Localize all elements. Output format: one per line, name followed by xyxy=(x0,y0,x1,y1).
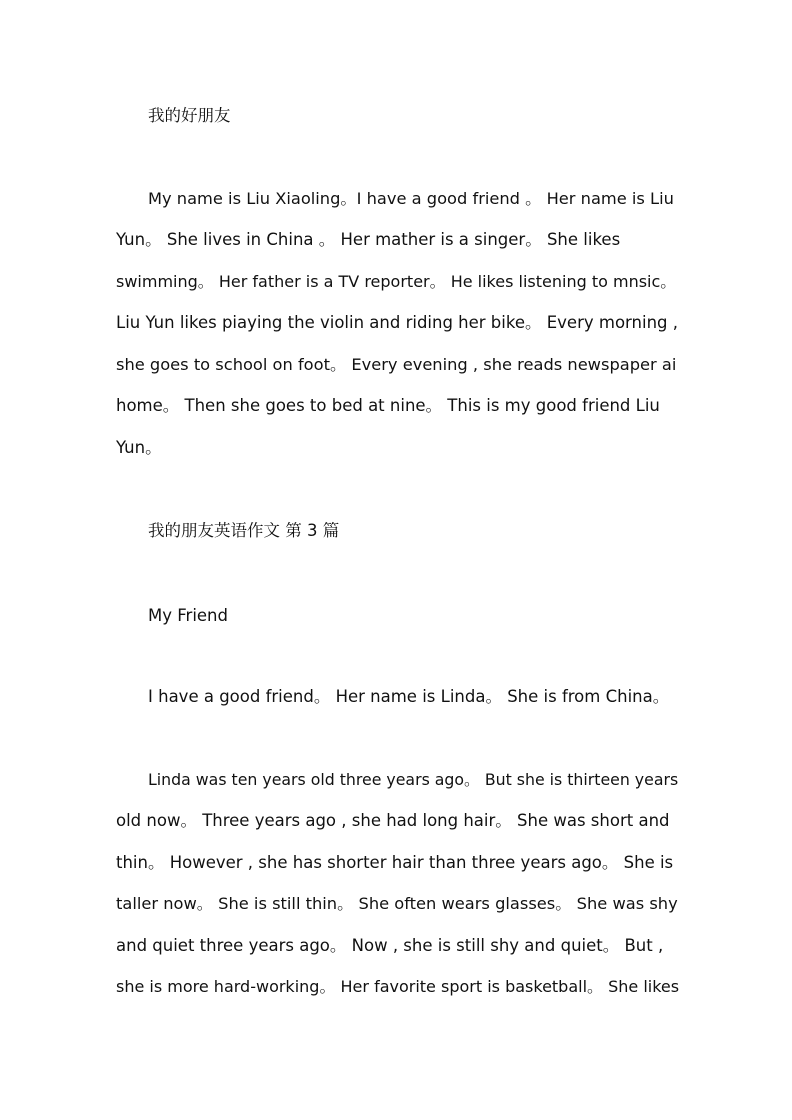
paragraph1-line: Yun。 She lives in China 。 Her mather is a singer。 She likes xyxy=(116,230,621,249)
paragraph3-line: old now。 Three years ago , she had long hair。 She was short and xyxy=(116,811,670,830)
paragraph3-line: and quiet three years ago。 Now , she is still shy and quiet。 But , xyxy=(116,936,664,955)
paragraph1-line: Liu Yun likes piaying the violin and riding her bike。 Every morning , xyxy=(116,313,678,332)
paragraph3-line: she is more hard-working。 Her favorite sport is basketball。 She likes xyxy=(116,977,680,996)
paragraph1-line: swimming。 Her father is a TV reporter。 He likes listening to mnsic。 xyxy=(116,272,677,291)
paragraph1-line: My name is Liu Xiaoling。I have a good friend 。 Her name is Liu xyxy=(148,189,674,208)
paragraph3-line: Linda was ten years old three years ago。 But she is thirteen years xyxy=(148,770,679,789)
heading-essay-part-3: 我的朋友英语作文 第 3 篇 xyxy=(148,521,340,540)
paragraph1-line: she goes to school on foot。 Every evening , she reads newspaper ai xyxy=(116,355,677,374)
paragraph3-line: taller now。 She is still thin。 She often wears glasses。 She was shy xyxy=(116,894,678,913)
paragraph1-line: home。 Then she goes to bed at nine。 This is my good friend Liu xyxy=(116,396,660,415)
essay-title: My Friend xyxy=(148,606,228,625)
paragraph3-line: thin。 However , she has shorter hair than three years ago。 She is xyxy=(116,853,674,872)
paragraph2-line: I have a good friend。 Her name is Linda。 She is from China。 xyxy=(148,687,670,706)
paragraph1-line: Yun。 xyxy=(116,438,162,457)
heading-my-good-friend: 我的好朋友 xyxy=(148,106,231,125)
